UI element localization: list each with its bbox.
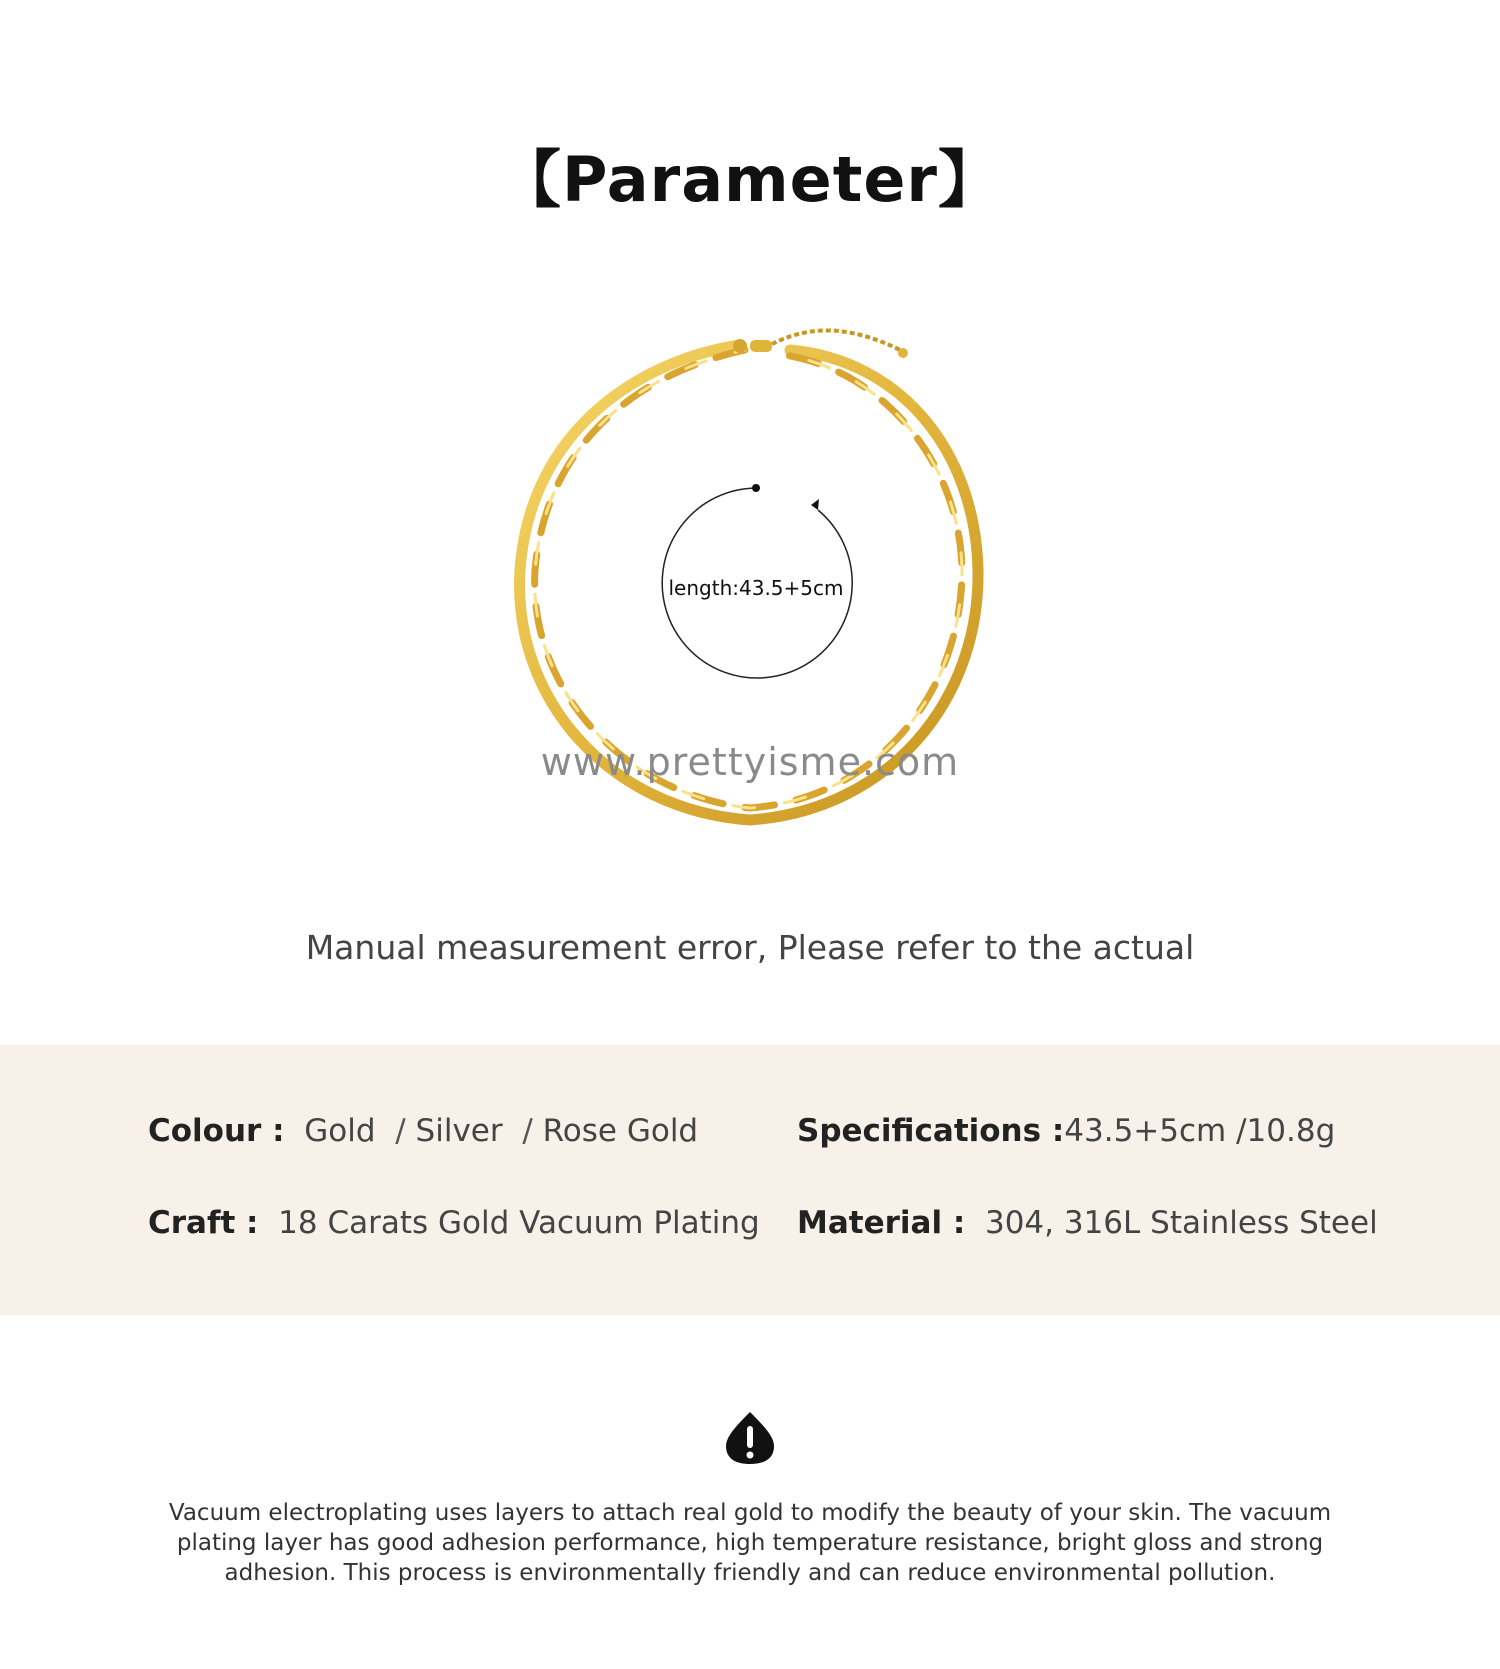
alert-icon (724, 1410, 776, 1466)
specifications-value: 43.5+5cm /10.8g (1064, 1113, 1336, 1149)
colour-value-gold: Gold (304, 1113, 376, 1149)
specs-panel (0, 1045, 1500, 1315)
spec-specifications (797, 1113, 1335, 1149)
spec-colour: Colour : Gold / Silver / Rose Gold (148, 1113, 699, 1149)
material-label: Material : (797, 1205, 966, 1241)
spec-material (797, 1205, 1378, 1241)
colour-value-rose-gold: Rose Gold (542, 1113, 699, 1149)
watermark: www.prettyisme.com (540, 740, 960, 784)
colour-value-silver: Silver (415, 1113, 503, 1149)
colour-label: Colour : (148, 1113, 285, 1149)
spec-craft (148, 1205, 760, 1241)
page-title: 【Parameter】 (499, 143, 1001, 216)
craft-label: Craft : (148, 1205, 259, 1241)
length-label: length:43.5+5cm (668, 576, 844, 600)
material-value: 304, 316L Stainless Steel (984, 1205, 1378, 1241)
craft-value: 18 Carats Gold Vacuum Plating (278, 1205, 760, 1241)
specifications-label: Specifications : (797, 1113, 1065, 1149)
measurement-note: Manual measurement error, Please refer to the actual (305, 928, 1195, 967)
plating-description: Vacuum electroplating uses layers to attach real gold to modify the beauty of your skin. The vacuum plating layer has good adhesion performance, high temperature resistance, bright gloss and strong adhesion. This process is environmentally friendly and can reduce environmental pollution. (168, 1500, 1332, 1586)
